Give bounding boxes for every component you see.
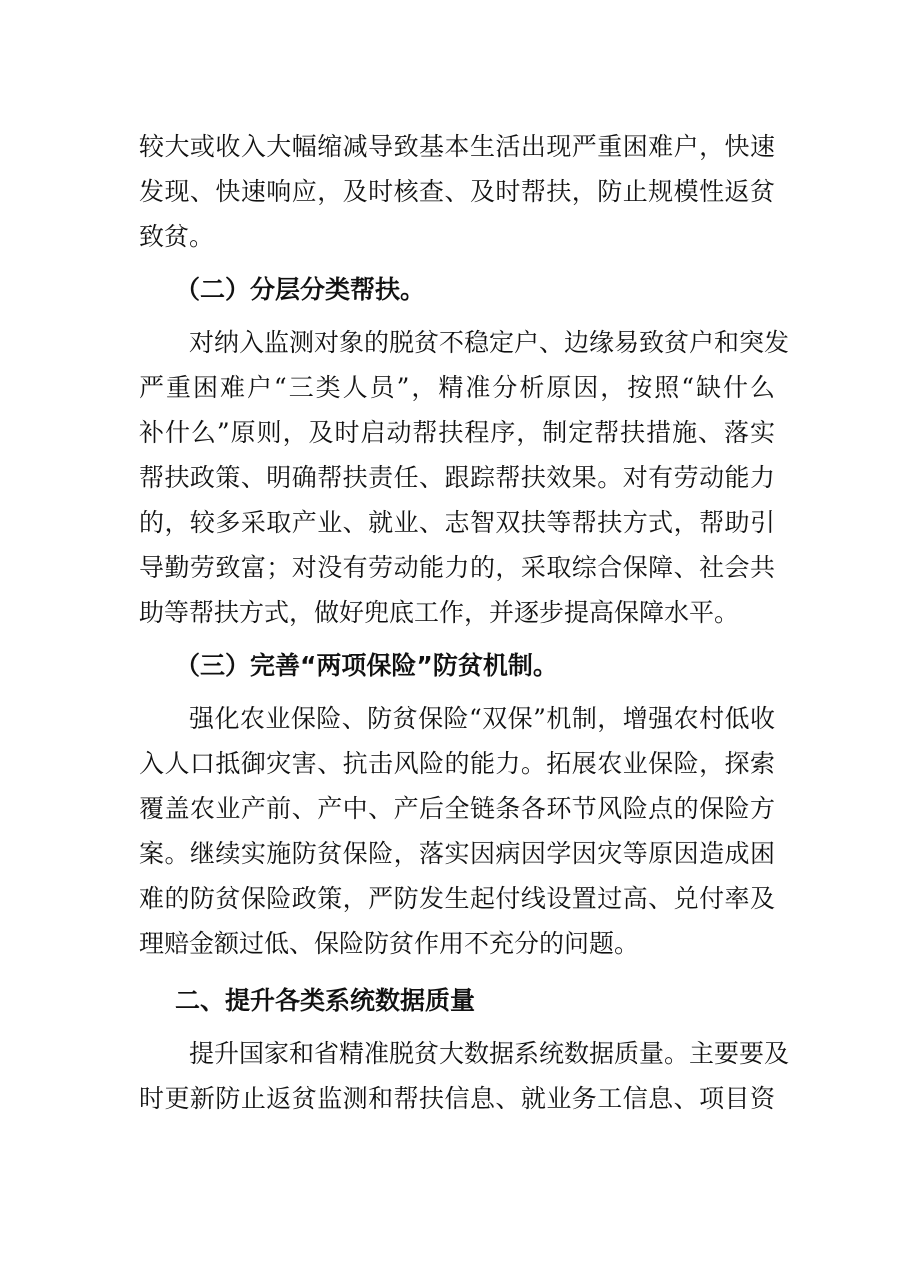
text-line: 较大或收入大幅缩减导致基本生活出现严重困难户，快速	[139, 132, 775, 161]
paragraph	[139, 696, 775, 966]
text-line: 的，较多采取产业、就业、志智双扶等帮扶方式，帮助引	[139, 508, 775, 537]
text-line: 发现、快速响应，及时核查、及时帮扶，防止规模性返贫	[139, 177, 775, 206]
subsection-heading: （二）分层分类帮扶。	[175, 275, 426, 304]
text-line: 对纳入监测对象的脱贫不稳定户、边缘易致贫户和突发	[189, 328, 790, 357]
text-line: 助等帮扶方式，做好兜底工作，并逐步提高保障水平。	[139, 598, 740, 627]
text-line: 严重困难户“三类人员”，精准分析原因，按照“缺什么	[139, 373, 775, 402]
text-line: 覆盖农业产前、产中、产后全链条各环节风险点的保险方	[139, 794, 775, 823]
text-line: 案。继续实施防贫保险，落实因病因学因灾等原因造成困	[139, 839, 775, 868]
text-line: 理赔金额过低、保险防贫作用不充分的问题。	[139, 929, 640, 958]
text-line: 难的防贫保险政策，严防发生起付线设置过高、兑付率及	[139, 884, 775, 913]
text-line: 导勤劳致富；对没有劳动能力的，采取综合保障、社会共	[139, 553, 775, 582]
subsection-heading: （三）完善“两项保险”防贫机制。	[175, 651, 558, 680]
text-line: 致贫。	[139, 222, 215, 251]
paragraph	[139, 320, 790, 635]
text-line: 强化农业保险、防贫保险“双保”机制，增强农村低收	[189, 704, 775, 733]
text-line: 入人口抵御灾害、抗击风险的能力。拓展农业保险，探索	[139, 749, 775, 778]
text-line: 补什么”原则，及时启动帮扶程序，制定帮扶措施、落实	[139, 418, 775, 447]
text-line: 帮扶政策、明确帮扶责任、跟踪帮扶效果。对有劳动能力	[139, 463, 775, 492]
text-line: 提升国家和省精准脱贫大数据系统数据质量。主要要及	[189, 1039, 790, 1068]
paragraph	[139, 1031, 790, 1121]
section-heading: 二、提升各类系统数据质量	[175, 986, 476, 1015]
text-line: 时更新防止返贫监测和帮扶信息、就业务工信息、项目资	[139, 1084, 775, 1113]
document-body	[139, 124, 790, 1121]
paragraph	[139, 124, 775, 259]
